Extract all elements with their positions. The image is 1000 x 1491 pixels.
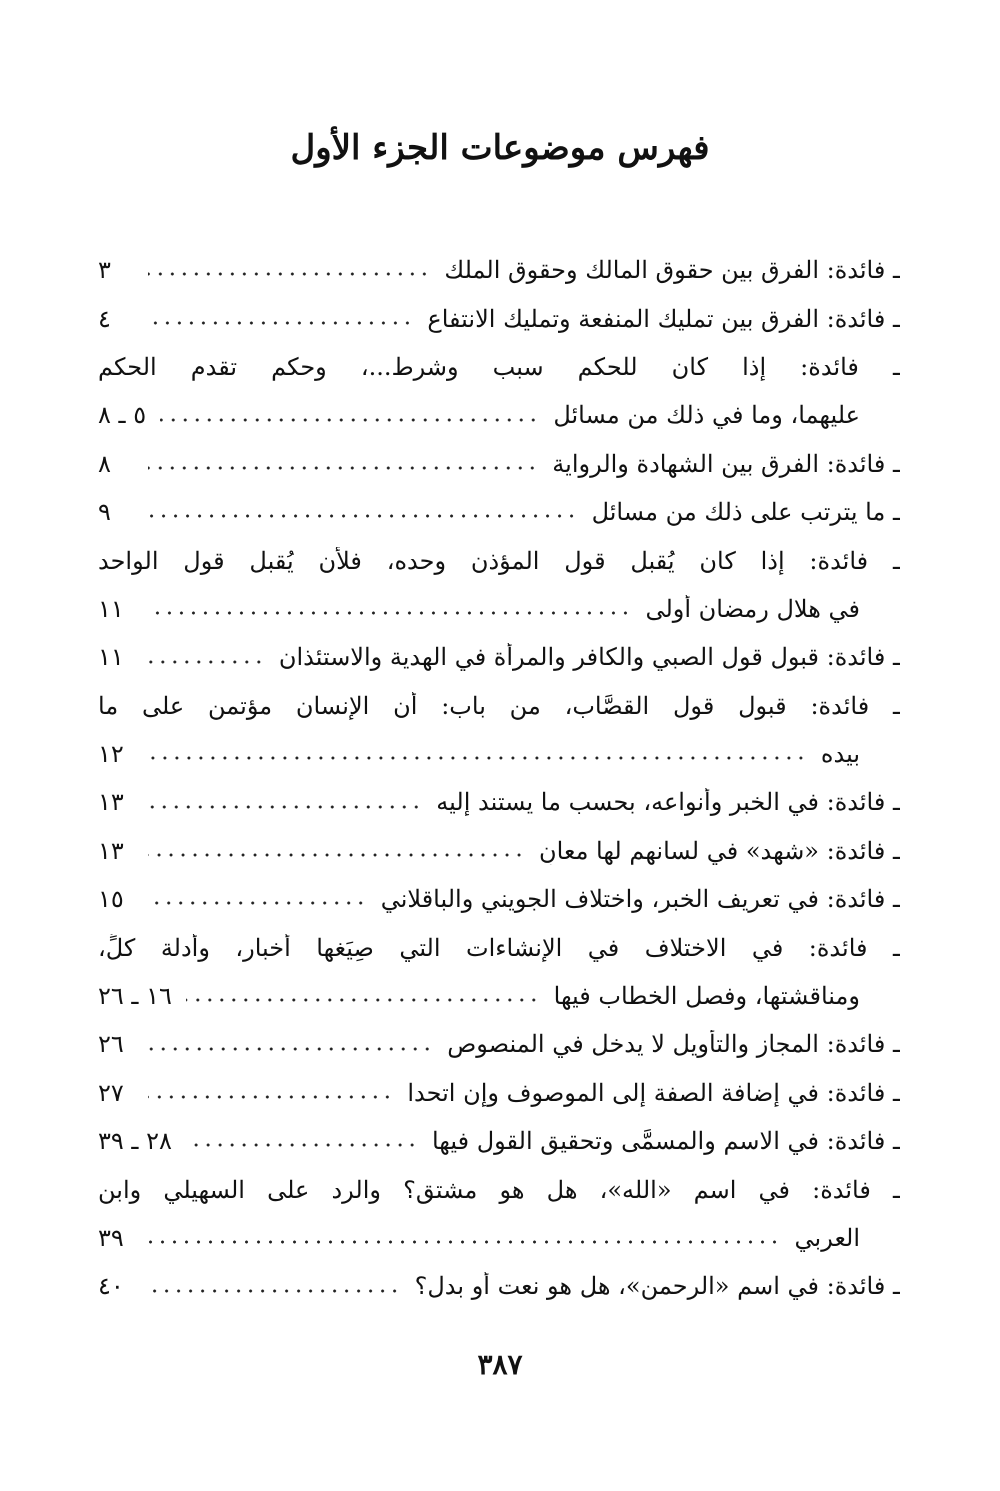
- toc-entry-page: ٢٧: [98, 1078, 124, 1107]
- toc-entry-page: ٤٠: [98, 1272, 124, 1301]
- toc-entry: [98, 1214, 900, 1262]
- dot-leader: [148, 1287, 401, 1295]
- toc-entry-page: ٢٦: [98, 1030, 124, 1059]
- toc-entry-text: عليهما، وما في ذلك من مسائل: [553, 401, 860, 430]
- toc-entry: [98, 875, 900, 923]
- toc-entry-text: ـ فائدة: في الخبر وأنواعه، بحسب ما يستند إليه: [436, 788, 900, 817]
- toc-entry-page: ١٥: [98, 885, 124, 914]
- toc-entry-page: ٩: [98, 498, 111, 527]
- toc-entry-text: ـ فائدة: إذا كان للحكم سبب وشرط...، وحكم تقدم الحكم: [98, 352, 900, 381]
- toc-entry: [98, 827, 900, 875]
- toc-entry-text: ـ فائدة: في الاسم والمسمَّى وتحقيق القول فيها: [431, 1127, 900, 1156]
- page-title: فهرس موضوعات الجزء الأول: [290, 128, 710, 168]
- dot-leader: [148, 754, 807, 762]
- toc-entry: [98, 246, 900, 294]
- toc-entry-text: ـ ما يترتب على ذلك من مسائل: [591, 498, 900, 527]
- toc-entry-text: ومناقشتها، وفصل الخطاب فيها: [553, 982, 860, 1011]
- toc-entry-page: ١٢: [98, 740, 124, 769]
- toc-entry-page: ١١: [98, 594, 124, 623]
- toc-entry-page: ١٣: [98, 836, 124, 865]
- toc-entry: [98, 585, 900, 633]
- toc-entry-text: ـ فائدة: «شهد» في لسانهم لها معانٍ: [539, 836, 900, 865]
- toc-entry-page: ٥ ـ ٨: [98, 401, 147, 430]
- dot-leader: [148, 609, 631, 617]
- dot-leader: [148, 658, 265, 666]
- toc-entry-text: العربي: [794, 1224, 860, 1252]
- dot-leader: [148, 803, 422, 811]
- toc-entry-page: ٢٨ ـ ٣٩: [98, 1127, 172, 1156]
- dot-leader: [148, 1093, 393, 1101]
- toc-entry: [98, 1117, 900, 1165]
- toc-entry-text: ـ فائدة: في اسم «الرحمن»، هل هو نعت أو بدل؟: [414, 1272, 900, 1301]
- dot-leader: [160, 416, 539, 424]
- toc-entry-page: ٨: [98, 449, 111, 478]
- toc-entry: [98, 294, 900, 342]
- toc-entry-page: ١٣: [98, 788, 124, 817]
- toc-entry: [98, 923, 900, 971]
- toc-entry: [98, 391, 900, 439]
- toc-entry-text: ـ فائدة: في إضافة الصفة إلى الموصوف وإن اتحدا: [407, 1078, 900, 1107]
- toc-entry: [98, 682, 900, 730]
- page-number: ٣٨٧: [477, 1348, 523, 1381]
- toc-entry: [98, 778, 900, 826]
- toc-entry: [98, 730, 900, 778]
- dot-leader: [148, 319, 413, 327]
- toc-entry-page: ١١: [98, 643, 124, 672]
- dot-leader: [148, 512, 578, 520]
- toc-entry-text: ـ فائدة: قبول قول الصبي والكافر والمرأة في الهدية والاستئذان: [278, 643, 900, 672]
- toc-entry-text: ـ فائدة: قبول قول القصَّاب، من باب: أن الإنسان مؤتمن على ما: [98, 691, 900, 720]
- toc-entry-text: بيده: [820, 740, 860, 769]
- dot-leader: [148, 899, 367, 907]
- toc-entry-text: ـ فائدة: في الاختلاف في الإنشاءات التي صِيَغها أخبار، وأدلة كلٍّ،: [98, 933, 900, 962]
- dot-leader: [148, 1238, 781, 1246]
- toc-entry: [98, 488, 900, 536]
- toc-entry-page: ٣٩: [98, 1224, 124, 1252]
- dot-leader: [186, 996, 540, 1004]
- toc-entry: [98, 440, 900, 488]
- dot-leader: [148, 464, 538, 472]
- toc-entry-text: ـ فائدة: إذا كان يُقبل قول المؤذن وحده، فلأن يُقبل قول الواحد: [98, 546, 900, 575]
- toc-entry: [98, 972, 900, 1020]
- toc-entry: [98, 343, 900, 391]
- toc-entry-page: ٤: [98, 304, 111, 333]
- table-of-contents: [98, 246, 900, 1311]
- toc-entry: [98, 1020, 900, 1068]
- dot-leader: [148, 270, 430, 278]
- toc-entry: [98, 633, 900, 681]
- toc-entry-text: ـ فائدة: المجاز والتأويل لا يدخل في المنصوص: [447, 1030, 900, 1059]
- toc-entry-text: ـ فائدة: في اسم «الله»، هل هو مشتق؟ والرد على السهيلي وابن: [98, 1175, 900, 1204]
- toc-entry: [98, 1165, 900, 1213]
- toc-entry-page: ١٦ ـ ٢٦: [98, 982, 172, 1011]
- dot-leader: [148, 1045, 433, 1053]
- toc-entry-page: ٣: [98, 256, 111, 285]
- toc-entry-text: ـ فائدة: في تعريف الخبر، واختلاف الجويني والباقلاني: [380, 885, 900, 914]
- dot-leader: [186, 1141, 418, 1149]
- toc-entry: [98, 1262, 900, 1310]
- toc-entry: [98, 536, 900, 584]
- dot-leader: [148, 851, 525, 859]
- toc-entry-text: ـ فائدة: الفرق بين الشهادة والرواية: [552, 449, 900, 478]
- toc-entry: [98, 1069, 900, 1117]
- toc-entry-text: في هلال رمضان أولى: [645, 594, 860, 623]
- toc-entry-text: ـ فائدة: الفرق بين حقوق المالك وحقوق الملك: [444, 256, 900, 285]
- toc-entry-text: ـ فائدة: الفرق بين تمليك المنفعة وتمليك الانتفاع: [427, 304, 900, 333]
